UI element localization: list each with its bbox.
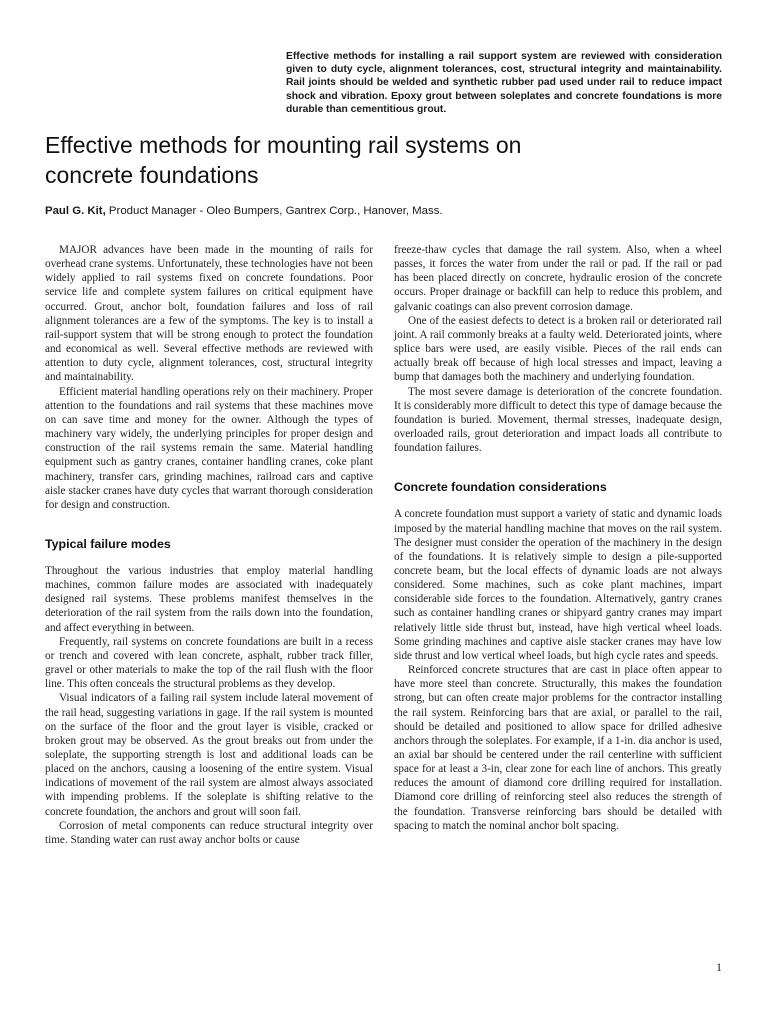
paragraph: Throughout the various industries that employ material handling machines, common failure modes are associated with inadequately designed rail systems. These problems manifest themselves in the deterioration of the rail system from the rails down into the foundation, and affect everything in between. <box>45 564 373 634</box>
paragraph: MAJOR advances have been made in the mounting of rails for overhead crane systems. Unfortunately, these technologies have not been widely applied to rail systems fixed on concrete foundations. Poor service life and complete system failures on critical equipment have occurred. Grout, anchor bolt, foundation failures and loss of rail alignment tolerances are a few of the symptoms. The key is to install a rail-support system that will be strong enough to protect the foundation and economical as well. Several effective methods are reviewed with attention to duty cycle, alignment tolerances, cost, structural integrity and maintainability. <box>45 244 373 384</box>
left-column <box>45 243 373 847</box>
byline <box>45 204 443 218</box>
paragraph: The most severe damage is deterioration of the concrete foundation. It is considerably more difficult to detect this type of damage because the foundation is buried. Movement, thermal stresses, inadequate design, overloaded rails, grout deterioration and impact loads all contribute to foundation failures. <box>394 385 722 455</box>
section-heading-failure-modes: Typical failure modes <box>45 536 171 551</box>
paragraph: A concrete foundation must support a variety of static and dynamic loads imposed by the material handling machine that moves on the rail system. The designer must consider the operation of the machinery in the design of the foundations. It is relatively simple to design a pile-supported concrete beam, but the local effects of dynamic loads are not always considered. Some machines, such as coke plant machines, impart considerable side forces to the foundation. Alternatively, gantry cranes such as container handling cranes or shipyard gantry cranes may impart relatively little side thrust but, instead, have high vertical wheel loads. Some grinding machines and captive aisle stacker cranes may have low side thrust and low vertical wheel loads, but high cycle rates and speeds. <box>394 508 722 662</box>
page-title: Effective methods for mounting rail systems on concrete foundations <box>45 132 522 188</box>
paragraph: freeze-thaw cycles that damage the rail system. Also, when a wheel passes, it forces the water from under the rail or pad. If the rail or pad has been placed directly on concrete, hydraulic erosion of the concrete occurs. Proper drainage or backfill can help to reduce this problem, and galvanic coatings can also prevent corrosion damage. <box>394 244 722 313</box>
paragraph: Corrosion of metal components can reduce structural integrity over time. Standing water can rust away anchor bolts or cause <box>45 819 373 846</box>
paragraph: Reinforced concrete structures that are cast in place often appear to have more steel than concrete. Structurally, this makes the foundation strong, but can often create major problems for the contractor installing the rail system. Reinforcing bars that are axial, or parallel to the rail, should be detailed and positioned to allow space for drilled adhesive anchors through the soleplates. For example, if a 1-in. dia anchor is used, an axial bar should be centered under the rail centerline with sufficient space for at least a 3-in, clear zone for each line of anchors. This greatly reduces the amount of diamond core drilling required for installation. Diamond core drilling of reinforcing steel also reduces the strength of the foundation. Transverse reinforcing bars should be detailed with spacing to match the nominal anchor bolt spacing. <box>394 664 722 832</box>
paragraph: Efficient material handling operations rely on their machinery. Proper attention to the foundations and rail systems that these machines move on can save time and money for the owner. Although the types of machinery vary widely, the underlying principles for proper design and construction of the rail systems remain the same. Material handling equipment such as gantry cranes, container handling cranes, coke plant machinery, transfer cars, grinding machines, railroad cars and captive aisle stacker cranes have duty cycles that warrant thorough consideration for design and construction. <box>45 385 373 511</box>
abstract: Effective methods for installing a rail support system are reviewed with consideration given to duty cycle, alignment tolerances, cost, structural integrity and maintainability. Rail joints should be welded and synthetic rubber pad used under rail to reduce impact shock and vibration. Epoxy grout between soleplates and concrete foundations is more durable than cementitious grout. <box>286 51 722 115</box>
right-column <box>394 243 722 833</box>
section-heading-foundation-considerations: Concrete foundation considerations <box>394 480 607 495</box>
author-affiliation: Product Manager - Oleo Bumpers, Gantrex Corp., Hanover, Mass. <box>105 205 443 217</box>
paragraph: One of the easiest defects to detect is a broken rail or deteriorated rail joint. A rail commonly breaks at a faulty weld. Deteriorated joints, where splice bars were used, are easily visible. Pieces of the rail ends can actually break off because of high local stresses and impact, leaving a bump that damages both the machinery and underlying foundation. <box>394 314 722 384</box>
paragraph: Frequently, rail systems on concrete foundations are built in a recess or trench and covered with lean concrete, asphalt, rubber track filler, gravel or other materials to make the top of the rail flush with the floor line. This often conceals the structural problems as they develop. <box>45 635 373 691</box>
page-number: 1 <box>716 960 722 974</box>
author-name: Paul G. Kit, <box>45 205 106 217</box>
paragraph: Visual indicators of a failing rail system include lateral movement of the rail head, suggesting variations in gage. If the rail system is mounted on the surface of the floor and the grout layer is visible, cracked or broken grout may be observed. As the grout breaks out from under the soleplate, the supporting strength is lost and additional loads can be placed on the anchors, causing a loosening of the entire system. Visual indications of movement of the rail system are almost always associated with impending problems. If the soleplate is shifting relative to the concrete foundation, the anchors and grout will soon fail. <box>45 692 373 818</box>
